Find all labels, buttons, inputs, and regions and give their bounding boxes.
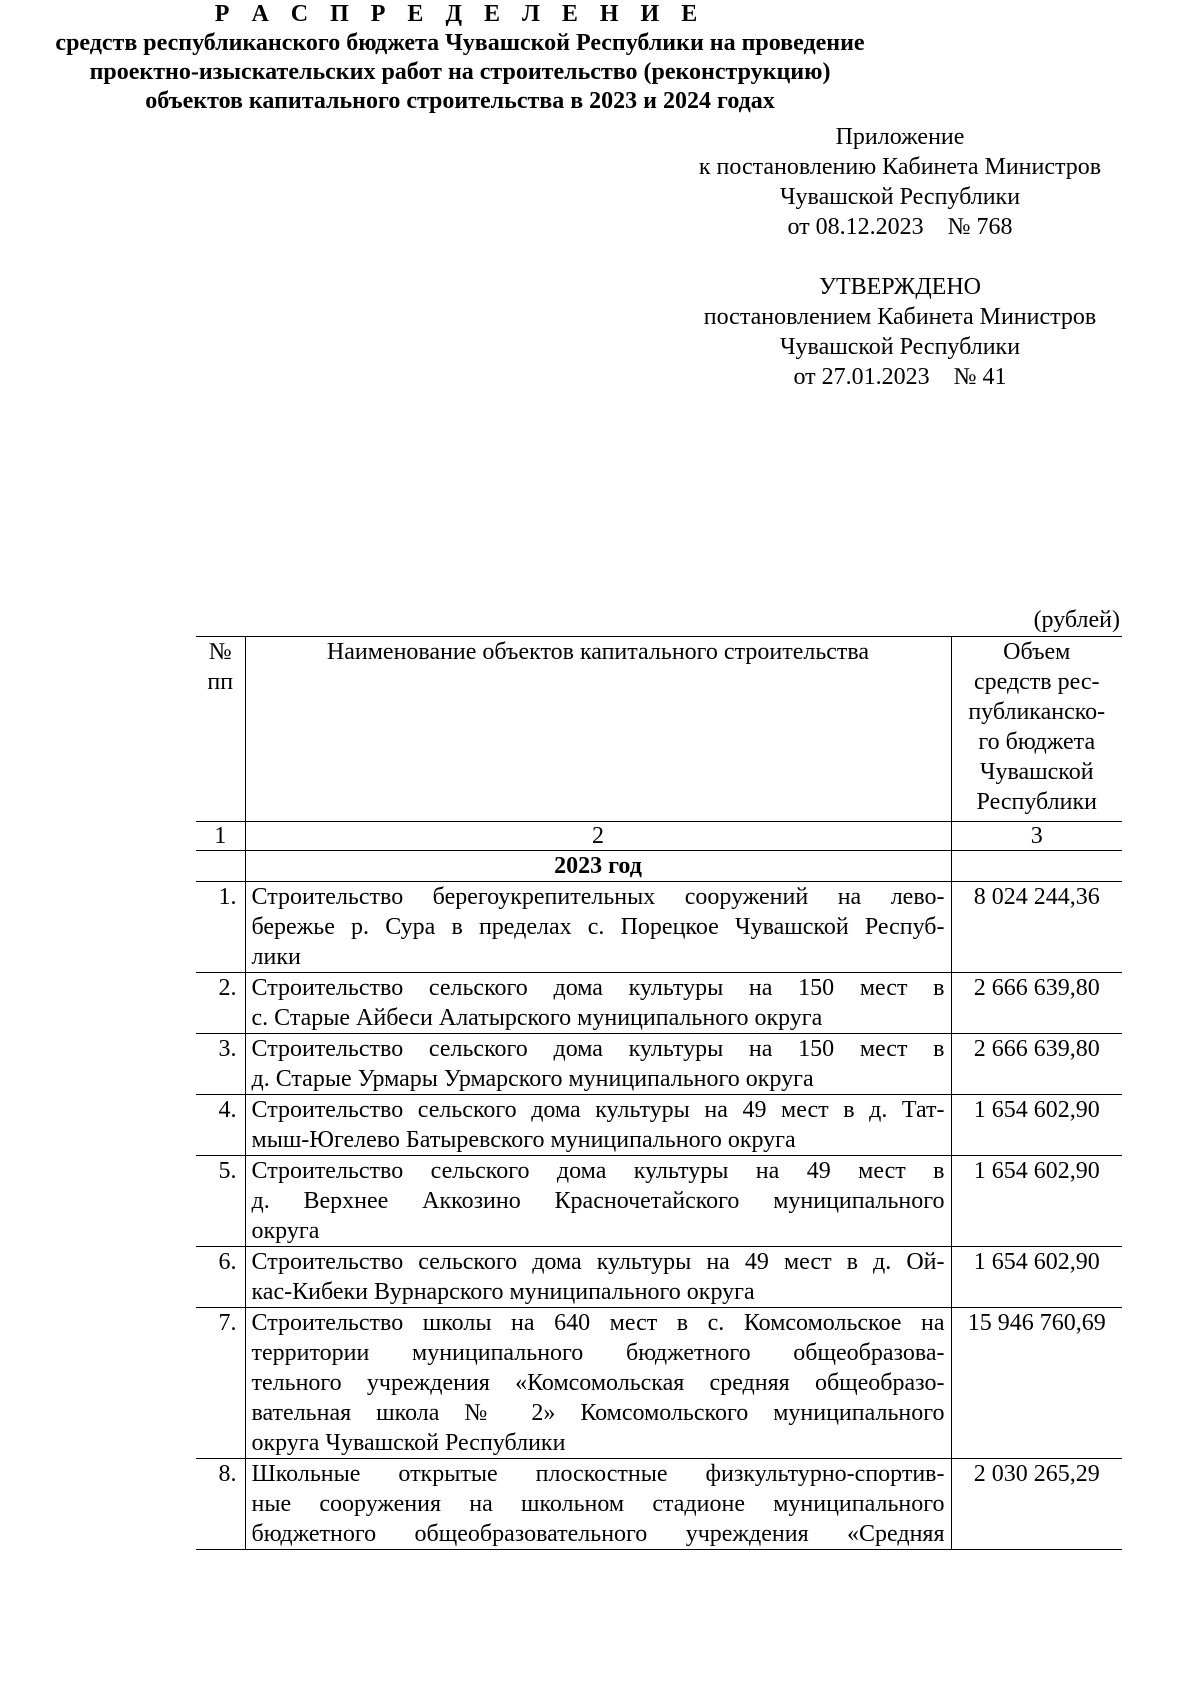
- row-object-name-line: с. Старые Айбеси Алатырского муниципального округа: [251, 1005, 823, 1031]
- row-object-name: [245, 973, 951, 1034]
- header-amount-line: Объем: [1003, 639, 1071, 665]
- row-number: 2.: [196, 973, 245, 1034]
- row-amount: 2 666 639,80: [951, 1034, 1122, 1095]
- column-index-row: [196, 822, 1122, 851]
- row-number: 1.: [196, 882, 245, 973]
- document-title: [0, 0, 920, 116]
- approved-line-3: Чувашской Республики: [779, 334, 1021, 360]
- header-amount-line: публиканско-: [968, 699, 1106, 725]
- column-index-2: 2: [245, 822, 951, 851]
- approved-line-4: от 27.01.2023 № 41: [793, 364, 1007, 390]
- row-object-name: [245, 882, 951, 973]
- year-label: 2023 год: [245, 851, 951, 882]
- unit-label: (рублей): [1033, 607, 1120, 633]
- row-object-name-line: тельного учреждения «Комсомольская средняя общеобразо-: [251, 1370, 945, 1396]
- appendix-line-4: от 08.12.2023 № 768: [787, 214, 1013, 240]
- row-object-name-line: вательная школа № 2» Комсомольского муниципального: [251, 1400, 945, 1426]
- approved-line-1: УТВЕРЖДЕНО: [818, 274, 982, 300]
- title-line-3: объектов капитального строительства в 2023 и 2024 годах: [145, 88, 775, 114]
- appendix-line-2: к постановлению Кабинета Министров: [698, 154, 1102, 180]
- row-object-name: [245, 1034, 951, 1095]
- row-amount: 1 654 602,90: [951, 1095, 1122, 1156]
- title-line-2: проектно-изыскательских работ на строительство (реконструкцию): [89, 59, 831, 85]
- row-object-name-line: д. Старые Урмары Урмарского муниципального округа: [251, 1066, 814, 1092]
- table-row: [196, 973, 1122, 1034]
- table-row: [196, 1095, 1122, 1156]
- column-index-1: 1: [196, 822, 245, 851]
- row-object-name: [245, 1308, 951, 1459]
- row-number: 6.: [196, 1247, 245, 1308]
- header-number: [196, 637, 245, 822]
- header-amount-line: средств рес-: [973, 669, 1100, 695]
- title-line-1: средств республиканского бюджета Чувашской Республики на проведение: [55, 30, 865, 56]
- row-amount: 1 654 602,90: [951, 1156, 1122, 1247]
- row-number: 4.: [196, 1095, 245, 1156]
- header-amount-line: Чувашской: [979, 759, 1094, 785]
- table-row: [196, 1247, 1122, 1308]
- row-number: 8.: [196, 1459, 245, 1550]
- appendix-line-1: Приложение: [835, 124, 965, 150]
- row-object-name-line: округа: [251, 1218, 320, 1244]
- row-object-name-line: Строительство сельского дома культуры на 49 мест в д. Тат-: [251, 1097, 945, 1123]
- row-object-name-line: Строительство сельского дома культуры на 150 мест в: [251, 1036, 945, 1062]
- row-number: 5.: [196, 1156, 245, 1247]
- row-object-name: [245, 1156, 951, 1247]
- table-row: [196, 1459, 1122, 1550]
- distribution-table: [196, 636, 1122, 1550]
- row-object-name-line: Строительство сельского дома культуры на 150 мест в: [251, 975, 945, 1001]
- row-number: 3.: [196, 1034, 245, 1095]
- row-amount: 2 030 265,29: [951, 1459, 1122, 1550]
- header-name: Наименование объектов капитального строительства: [245, 637, 951, 822]
- row-amount: 2 666 639,80: [951, 973, 1122, 1034]
- table-row: [196, 1034, 1122, 1095]
- row-object-name-line: д. Верхнее Аккозино Красночетайского муниципального: [251, 1188, 945, 1214]
- row-object-name-line: бюджетного общеобразовательного учреждения «Средняя: [251, 1521, 945, 1547]
- column-index-3: 3: [951, 822, 1122, 851]
- header-amount-line: го бюджета: [978, 729, 1096, 755]
- header-number-line-1: №: [208, 639, 232, 665]
- title-heading: Р А С П Р Е Д Е Л Е Н И Е: [214, 1, 706, 27]
- header-amount: [951, 637, 1122, 822]
- header-amount-line: Республики: [976, 789, 1097, 815]
- year-row-empty-amount: [951, 851, 1122, 882]
- row-object-name-line: округа Чувашской Республики: [251, 1430, 566, 1456]
- year-row-empty: [196, 851, 245, 882]
- table-header-row: [196, 637, 1122, 822]
- row-number: 7.: [196, 1308, 245, 1459]
- row-amount: 8 024 244,36: [951, 882, 1122, 973]
- appendix-line-3: Чувашской Республики: [779, 184, 1021, 210]
- row-object-name: [245, 1247, 951, 1308]
- row-amount: 1 654 602,90: [951, 1247, 1122, 1308]
- row-object-name-line: Школьные открытые плоскостные физкультурно-спортив-: [251, 1461, 945, 1487]
- table-row: [196, 882, 1122, 973]
- table-row: [196, 1308, 1122, 1459]
- row-object-name-line: Строительство берегоукрепительных сооружений на лево-: [251, 884, 945, 910]
- row-object-name-line: кас-Кибеки Вурнарского муниципального округа: [251, 1279, 755, 1305]
- row-object-name: [245, 1095, 951, 1156]
- header-number-line-2: пп: [207, 669, 234, 695]
- year-row: [196, 851, 1122, 882]
- row-object-name: [245, 1459, 951, 1550]
- row-amount: 15 946 760,69: [951, 1308, 1122, 1459]
- row-object-name-line: мыш-Югелево Батыревского муниципального округа: [251, 1127, 796, 1153]
- row-object-name-line: ные сооружения на школьном стадионе муниципального: [251, 1491, 945, 1517]
- row-object-name-line: территории муниципального бюджетного общеобразова-: [251, 1340, 945, 1366]
- appendix-header: [660, 122, 1140, 242]
- row-object-name-line: Строительство сельского дома культуры на 49 мест в д. Ой-: [251, 1249, 945, 1275]
- table-row: [196, 1156, 1122, 1247]
- row-object-name-line: бережье р. Сура в пределах с. Порецкое Чувашской Респуб-: [251, 914, 945, 940]
- row-object-name-line: Строительство школы на 640 мест в с. Комсомольское на: [251, 1310, 945, 1336]
- row-object-name-line: Строительство сельского дома культуры на 49 мест в: [251, 1158, 945, 1184]
- row-object-name-line: лики: [251, 944, 301, 970]
- approved-line-2: постановлением Кабинета Министров: [703, 304, 1097, 330]
- approval-header: [660, 272, 1140, 392]
